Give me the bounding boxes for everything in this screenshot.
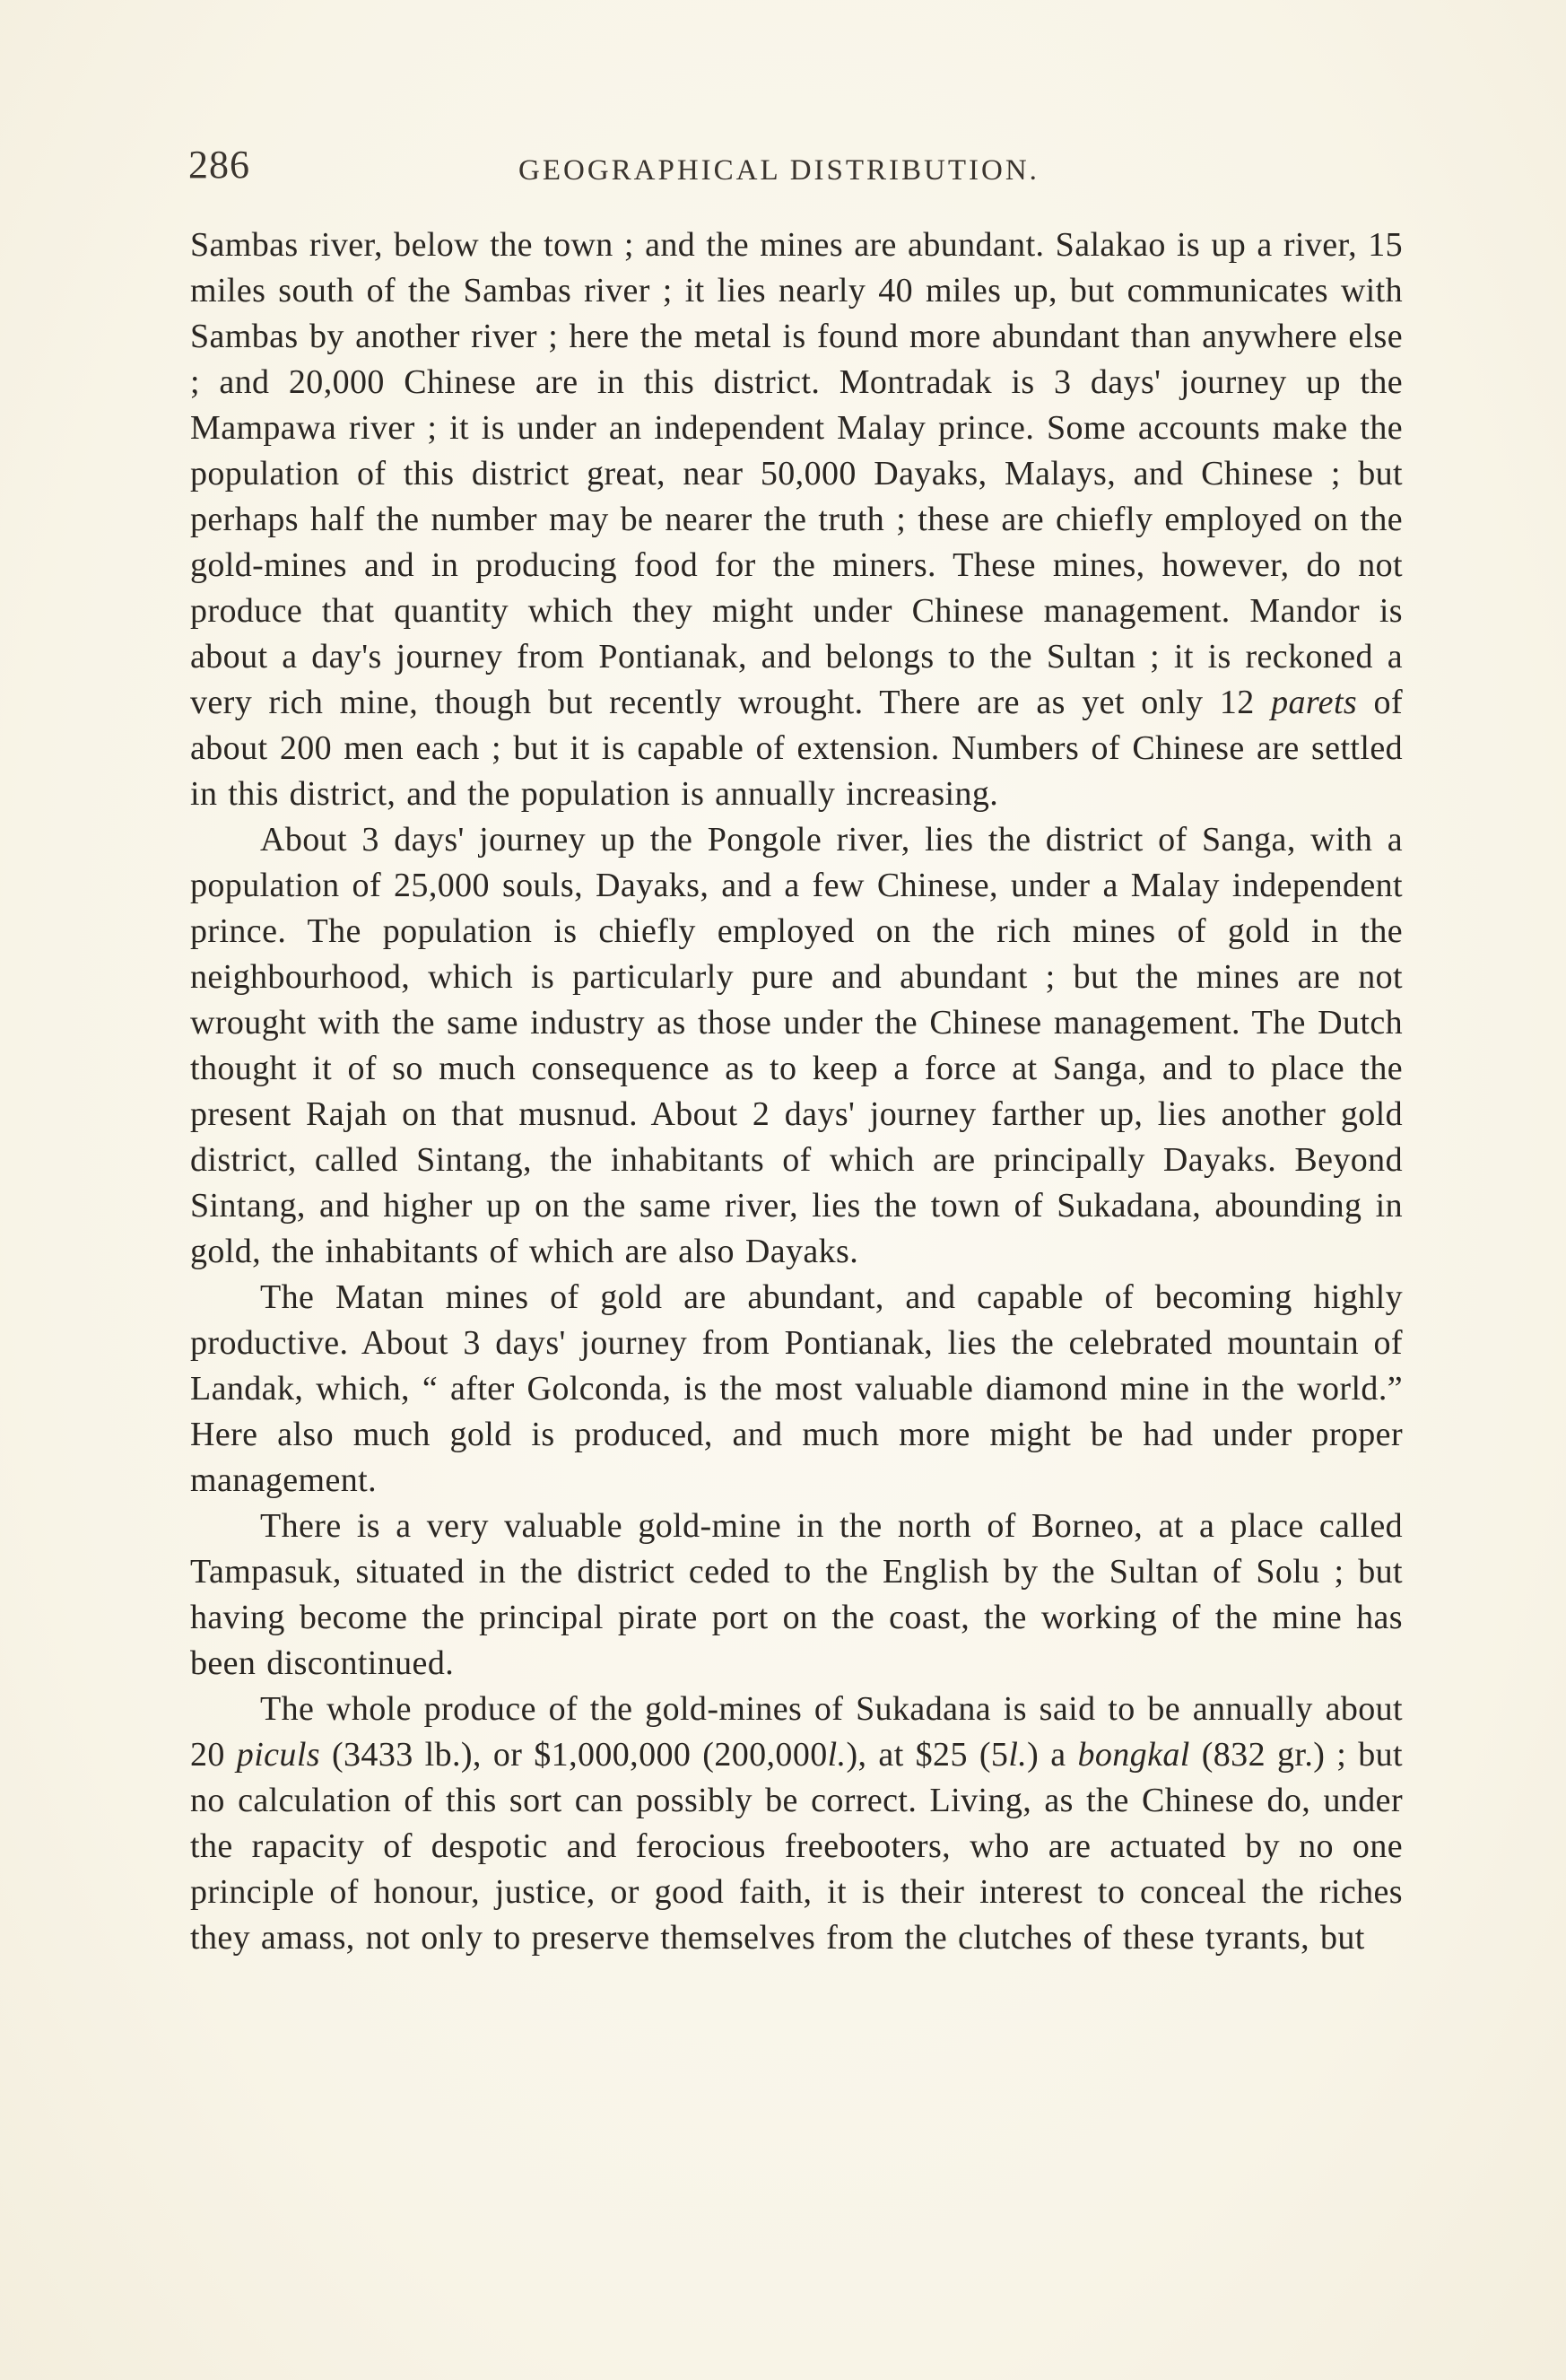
paragraph-3 [190,1275,1403,1504]
paragraph-1 [190,222,1403,817]
italic-term: l. [827,1736,847,1774]
paragraph-text: ), at $25 (5 [846,1736,1009,1774]
paragraph-2 [190,817,1403,1275]
paragraph-text: The Matan mines of gold are abundant, and capable of becoming highly productive. About 3 days' journey from Pontianak, lies the celebrated mountain of Landak, which, “ after Golconda, is the most valuable diamond mine in the world.” Here also much gold is produced, and much more might be had under proper management. [190,1278,1403,1499]
paragraph-5 [190,1687,1403,1961]
paragraph-text: (3433 lb.), or $1,000,000 (200,000 [319,1736,828,1774]
paragraph-text: The whole produce of the gold-mines of Sukadana is said to be annually about 20 [190,1690,1403,1774]
italic-term: bongkal [1077,1736,1190,1774]
paragraph-text: Sambas river, below the town ; and the mines are abundant. Salakao is up a river, 15 miles south of the Sambas river ; it lies nearly 40 miles up, but communicates with Sambas by another river ; here the metal is found more abundant than anywhere else ; and 20,000 Chinese are in this district. Montradak is 3 days' journey up the Mampawa river ; it is under an independent Malay prince. Some accounts make the population of this district great, near 50,000 Dayaks, Malays, and Chinese ; but perhaps half the number may be nearer the truth ; these are chiefly employed on the gold-mines and in producing food for the miners. These mines, however, do not produce that quantity which they might under Chinese management. Mandor is about a day's journey from Pontianak, and belongs to the Sultan ; it is reckoned a very rich mine, though but recently wrought. There are as yet only 12 [190,226,1403,721]
page-header [188,142,1417,196]
paragraph-text: ) a [1027,1736,1078,1774]
running-head: GEOGRAPHICAL DISTRIBUTION. [518,154,1040,187]
paragraph-text: of about 200 men each ; but it is capable of extension. Numbers of Chinese are settled in this district, and the population is annually increasing. [190,684,1403,813]
paragraph-text: (832 gr.) ; but no calculation of this sort can possibly be correct. Living, as the Chinese do, under the rapacity of despotic and ferocious freebooters, who are actuated by no one principle of honour, justice, or good faith, it is their interest to conceal the riches they amass, not only to preserve themselves from the clutches of these tyrants, but [190,1736,1403,1957]
body-text [190,222,1403,1961]
italic-term: piculs [236,1736,320,1774]
paragraph-text: There is a very valuable gold-mine in the north of Borneo, at a place called Tampasuk, situated in the district ceded to the English by the Sultan of Solu ; but having become the principal pirate port on the coast, the working of the mine has been discontinued. [190,1507,1403,1682]
italic-term: l. [1008,1736,1028,1774]
paragraph-text: About 3 days' journey up the Pongole river, lies the district of Sanga, with a population of 25,000 souls, Dayaks, and a few Chinese, under a Malay independent prince. The population is chiefly employed on the rich mines of gold in the neighbourhood, which is particularly pure and abundant ; but the mines are not wrought with the same industry as those under the Chinese management. The Dutch thought it of so much consequence as to keep a force at Sanga, and to place the present Rajah on that musnud. About 2 days' journey farther up, lies another gold district, called Sintang, the inhabitants of which are principally Dayaks. Beyond Sintang, and higher up on the same river, lies the town of Sukadana, abounding in gold, the inhabitants of which are also Dayaks. [190,821,1403,1270]
paragraph-4 [190,1504,1403,1687]
page-number: 286 [188,143,250,187]
italic-term: parets [1271,684,1358,721]
